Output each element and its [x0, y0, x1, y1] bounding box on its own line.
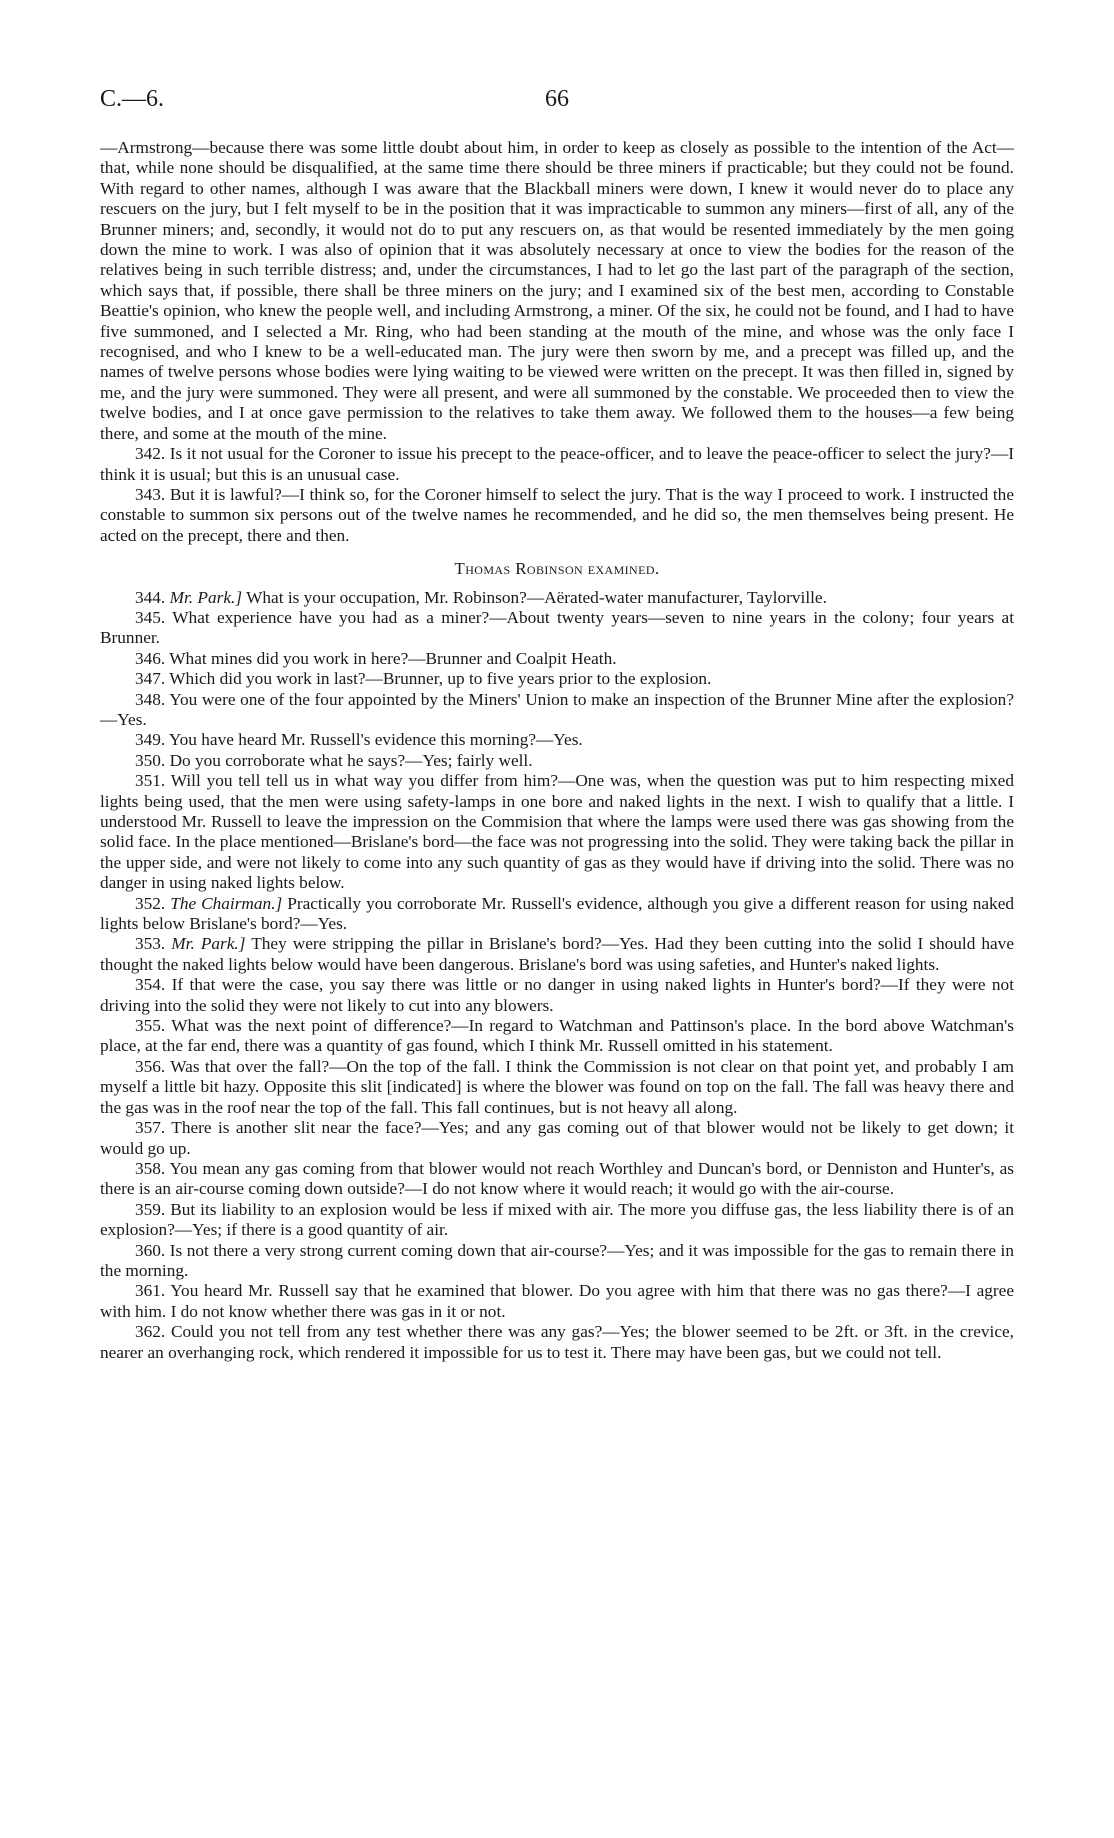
qa-345: 345. What experience have you had as a miner?—About twenty years—seven to nine years in the colony; four years at Brunner.: [100, 607, 1014, 648]
question-number: 353.: [135, 934, 166, 954]
qa-362: 362. Could you not tell from any test whether there was any gas?—Yes; the blower seemed to be 2ft. or 3ft. in the crevice, nearer an overhanging rock, which rendered it impossible for us to test it. There may have been gas, but we could not tell.: [100, 1322, 1014, 1362]
speaker-label: Mr. Park.]: [169, 587, 243, 607]
qa-361: 361. You heard Mr. Russell say that he examined that blower. Do you agree with him that there was no gas there?—I agree with him. I do not know whether there was gas in it or not.: [100, 1281, 1014, 1321]
paragraph-343: 343. But it is lawful?—I think so, for the Coroner himself to select the jury. That is the way I proceed to work. I instructed the constable to summon six persons out of the twelve names he recommended, and he did so, the men themselves being present. He acted on the precept, there and then.: [100, 484, 1014, 545]
page-header: [100, 86, 1014, 120]
qa-353: [100, 934, 1014, 975]
qa-359: 359. But its liability to an explosion would be less if mixed with air. The more you diffuse gas, the less liability there is of an explosion?—Yes; if there is a good quantity of air.: [100, 1199, 1014, 1240]
qa-348: 348. You were one of the four appointed by the Miners' Union to make an inspection of the Brunner Mine after the explosion?—Yes.: [100, 689, 1014, 729]
qa-360: 360. Is not there a very strong current coming down that air-course?—Yes; and it was impossible for the gas to remain there in the morning.: [100, 1240, 1014, 1280]
paragraph-342: 342. Is it not usual for the Coroner to issue his precept to the peace-officer, and to leave the peace-officer to select the jury?—I think it is usual; but this is an unusual case.: [100, 444, 1014, 484]
qa-349: 349. You have heard Mr. Russell's evidence this morning?—Yes.: [135, 730, 583, 750]
document-reference: C.—6.: [100, 86, 165, 112]
qa-351: 351. Will you tell tell us in what way you differ from him?—One was, when the question was put to him respecting mixed lights being used, that the men were using safety-lamps in one bore and naked lights in the next. I wish to qualify that a little. I understood Mr. Russell to leave the impression on the Commision that where the lamps were used there was gas showing from the solid face. In the place mentioned—Brislane's bord—the face was not progressing into the solid. They were taking back the pillar in the upper side, and were not likely to come into any such quantity of gas as they would have if driving into the solid. There was no danger in using naked lights below.: [100, 771, 1014, 893]
witness-heading: Thomas Robinson examined.: [454, 559, 660, 579]
qa-text: Practically you corroborate Mr. Russell's evidence, although you give a different reason for using naked lights below Brislane's bord?—Yes.: [100, 893, 1014, 934]
qa-354: 354. If that were the case, you say there was little or no danger in using naked lights in Hunter's bord?—If they were not driving into the solid they were not likely to cut into any blowers.: [100, 975, 1014, 1015]
qa-text: What is your occupation, Mr. Robinson?—Aërated-water manufacturer, Taylorville.: [246, 587, 827, 607]
qa-355: 355. What was the next point of difference?—In regard to Watchman and Pattinson's place. In the bord above Watchman's place, at the far end, there was a quantity of gas found, which I think Mr. Russell omitted in his statement.: [100, 1016, 1014, 1056]
speaker-label: Mr. Park.]: [171, 934, 246, 954]
paragraph-continued: —Armstrong—because there was some little doubt about him, in order to keep as closely as possible to the intention of the Act—that, while none should be disqualified, at the same time there should be three miners if practicable; but they could not be found. With regard to other names, although I was aware that the Blackball miners were down, I knew it would never do to place any rescuers on the jury, but I felt myself to be in the position that it was impracticable to summon any miners—first of all, any of the Brunner miners; and, secondly, it would not do to put any rescuers on, as that would be resented immediately by the men going down the mine to work. I was also of opinion that it was absolutely necessary at once to view the bodies for the reason of the relatives being in such terrible distress; and, under the circumstances, I had to let go the last part of the paragraph of the section, which says that, if possible, there shall be three miners on the jury; and I examined six of the best men, according to Constable Beattie's opinion, who knew the people well, and including Armstrong, a miner. Of the six, he could not be found, and I had to have five summoned, and I selected a Mr. Ring, who had been standing at the mouth of the mine, and whose was the only face I recognised, and who I knew to be a well-educated man. The jury were then sworn by me, and a precept was filled up, and the names of twelve persons whose bodies were lying waiting to be viewed were written on the precept. It was then filled in, signed by me, and the jury were summoned. They were all present, and were all summoned by the constable. We proceeded then to view the twelve bodies, and I at once gave permission to the relatives to take them away. We followed them to the houses—a few being there, and some at the mouth of the mine.: [100, 138, 1014, 443]
qa-346: 346. What mines did you work in here?—Brunner and Coalpit Heath.: [135, 648, 617, 668]
question-number: 352.: [135, 893, 166, 913]
qa-352: [100, 894, 1014, 935]
qa-text: They were stripping the pillar in Brislane's bord?—Yes. Had they been cutting into the solid I should have thought the naked lights below would have been dangerous. Brislane's bord was using safeties, and Hunter's naked lights.: [100, 934, 1014, 974]
document-body: [100, 138, 1014, 1363]
qa-356: 356. Was that over the fall?—On the top of the fall. I think the Commission is not clear on that point yet, and probably I am myself a little bit hazy. Opposite this slit [indicated] is where the blower was found on top on the fall. The fall was heavy there and the gas was in the roof near the top of the fall. This fall continues, but is not heavy all along.: [100, 1056, 1014, 1117]
qa-344: [100, 588, 1014, 608]
qa-350: 350. Do you corroborate what he says?—Yes; fairly well.: [135, 750, 533, 770]
speaker-label: The Chairman.]: [170, 893, 283, 913]
qa-357: 357. There is another slit near the face?—Yes; and any gas coming out of that blower would not be likely to get down; it would go up.: [100, 1118, 1014, 1158]
qa-358: 358. You mean any gas coming from that blower would not reach Worthley and Duncan's bord, or Denniston and Hunter's, as there is an air-course coming down outside?—I do not know where it would reach; it would go with the air-course.: [100, 1158, 1014, 1199]
qa-347: 347. Which did you work in last?—Brunner, up to five years prior to the explosion.: [135, 669, 712, 689]
page-number: 66: [545, 86, 569, 112]
question-number: 344.: [135, 587, 166, 607]
